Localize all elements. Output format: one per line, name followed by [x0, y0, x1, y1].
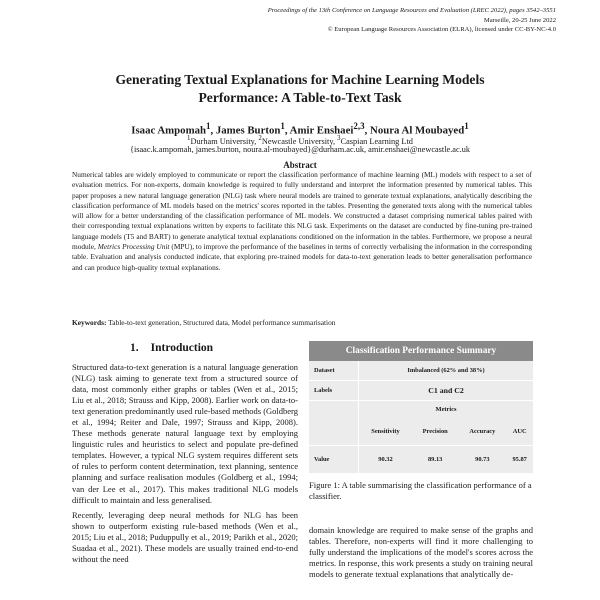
metric-column-header: Accuracy	[469, 428, 496, 436]
abstract-part: Numerical tables are widely employed to communicate or report the classification performance of machine learning (ML) models with respect to a set of evaluation metrics. For non-experts, domain knowledge is required to fully understand and interpret the information presented by numerical tables. This paper proposes a new natural language generation (NLG) task where neural models are trained to generate textual explanations, analytically describing the classification performance of ML models based on the metrics' scores reported in the tables. Presenting the generated texts along with the numerical tables will allow for a better understanding of the classification performance of ML models. We constructed a dataset comprising numerical tables paired with their corresponding textual explanations written by experts to facilitate this NLG task. Experiments on the dataset are conducted by fine-tuning pre-trained language models (T5 and BART) to generate analytical textual explanations conditioned on the information in the tables. Furthermore, we propose a neural module,	[72, 170, 532, 252]
metric-value: 90.32	[359, 445, 412, 473]
affiliation: Newcastle University,	[261, 136, 338, 146]
row-label-value: Value	[309, 445, 359, 473]
section-title: Introduction	[150, 342, 214, 354]
author-affil-sup: 1	[280, 121, 285, 131]
section-heading	[130, 342, 213, 354]
author-affil-sup: 2,3	[353, 121, 365, 131]
row-label-labels: Labels	[309, 380, 359, 400]
labels-value: C1 and C2	[359, 380, 534, 400]
proceedings-header	[268, 6, 556, 35]
abstract-part: (MPU), to improve the performance of the baselines in terms of correctly verbalising the information in the corresponding table. Evaluation and analysis conducted indicate, that exploring pre-trained models for data-to-text generation leads to better generalisation performance and can produce high-quality textual explanations.	[72, 242, 533, 272]
affiliation: Caspian Learning Ltd	[340, 136, 413, 146]
author-affil-sup: 1	[464, 121, 469, 131]
affil-sup: 3	[337, 135, 341, 142]
figure-caption: Figure 1: A table summarising the classification performance of a classifier.	[309, 480, 532, 501]
row-label-dataset: Dataset	[314, 366, 335, 374]
title-line-1: Generating Textual Explanations for Machine Learning Models	[115, 72, 485, 87]
metric-value: 89.13	[412, 445, 458, 473]
affiliation: Durham University,	[190, 136, 259, 146]
affil-sup: 1	[187, 135, 191, 142]
venue-line: Marseille, 20-25 June 2022	[483, 16, 556, 24]
abstract-emphasis: Metrics Processing Unit	[97, 242, 170, 252]
dataset-value: Imbalanced (62% and 38%)	[359, 361, 534, 380]
intro-paragraph: Recently, leveraging deep neural methods for NLG has been shown to outperform existing rule-based methods (Wen et al., 2015; Liu et al., 2018; Puduppully et al., 2019; Parikh et al., 2020; Suadaa et al., 2021). These models are usually trained end-to-end without the need	[72, 509, 298, 564]
license-line: © European Language Resources Association (ELRA), licensed under CC-BY-NC-4.0	[327, 26, 556, 34]
row-label-empty	[309, 419, 359, 445]
author-name: Isaac Ampomah	[131, 124, 206, 137]
classification-performance-table	[309, 341, 533, 473]
author-name: James Burton	[215, 124, 281, 137]
intro-paragraph: Structured data-to-text generation is a natural language generation (NLG) task aiming to generate text from a structured source of data, most commonly either graphs or tables (Wen et al., 2015; Liu et al., 2018; Strauss and Kipp, 2008). Earlier work on data-to-text generation predominantly used rule-based methods (Goldberg et al., 1994; Reiter and Dale, 1997; Strauss and Kipp, 2008). These methods generate natural language text by employing linguistic rules and heuristics to select and populate pre-defined templates. However, a typical NLG system requires different sets of rules to perform content determination, text planning, sentence planning and surface realisation modules (Goldberg et al., 1994; van der Lee et al., 2017). This makes traditional NLG models difficult to maintain and less generalised.	[72, 362, 298, 505]
paper-title	[60, 71, 540, 106]
author-emails: {isaac.k.ampomah, james.burton, noura.al-moubayed}@durham.ac.uk, amir.enshaei@newcastle.ac.uk	[129, 145, 471, 154]
left-column-text	[72, 362, 298, 569]
abstract-heading: Abstract	[283, 160, 317, 170]
author-list: Isaac Ampomah$^1$, James Burton$^1$, Amir Enshaei$^{2,3}$, Noura Al Moubayed$^1$	[131, 121, 469, 137]
keywords-list: Table-to-text generation, Structured data, Model performance summarisation	[108, 318, 336, 327]
metric-column-header: Sensitivity	[359, 419, 412, 445]
row-label-empty	[309, 400, 359, 419]
section-number: 1.	[130, 342, 139, 354]
abstract-text	[72, 170, 532, 273]
author-name: Noura Al Moubayed	[370, 124, 465, 137]
keywords-label: Keywords:	[72, 318, 107, 327]
right-column-text: domain knowledge are required to make sense of the graphs and tables. Therefore, non-experts will find it more challenging to fully understand the implications of the model's scores across the metrics. In response, this work presents a study on training neural models to generate textual explanations that analytically de-	[309, 525, 533, 580]
affil-sup: 2	[258, 135, 262, 142]
author-affil-sup: 1	[205, 121, 211, 131]
metric-value: 90.73	[458, 445, 506, 473]
author-name: Amir Enshaei	[289, 124, 354, 137]
metric-column-header: Precision	[422, 428, 448, 436]
metric-value: 95.87	[506, 445, 533, 473]
keywords	[72, 318, 532, 327]
title-line-2: Performance: A Table-to-Text Task	[198, 89, 402, 105]
proceedings-line: Proceedings of the 13th Conference on Language Resources and Evaluation (LREC 2022), pages 3542–3551	[267, 7, 556, 14]
metric-column-header: AUC	[512, 428, 527, 436]
table-title: Classification Performance Summary	[309, 341, 533, 361]
metrics-header: Metrics	[359, 400, 534, 419]
